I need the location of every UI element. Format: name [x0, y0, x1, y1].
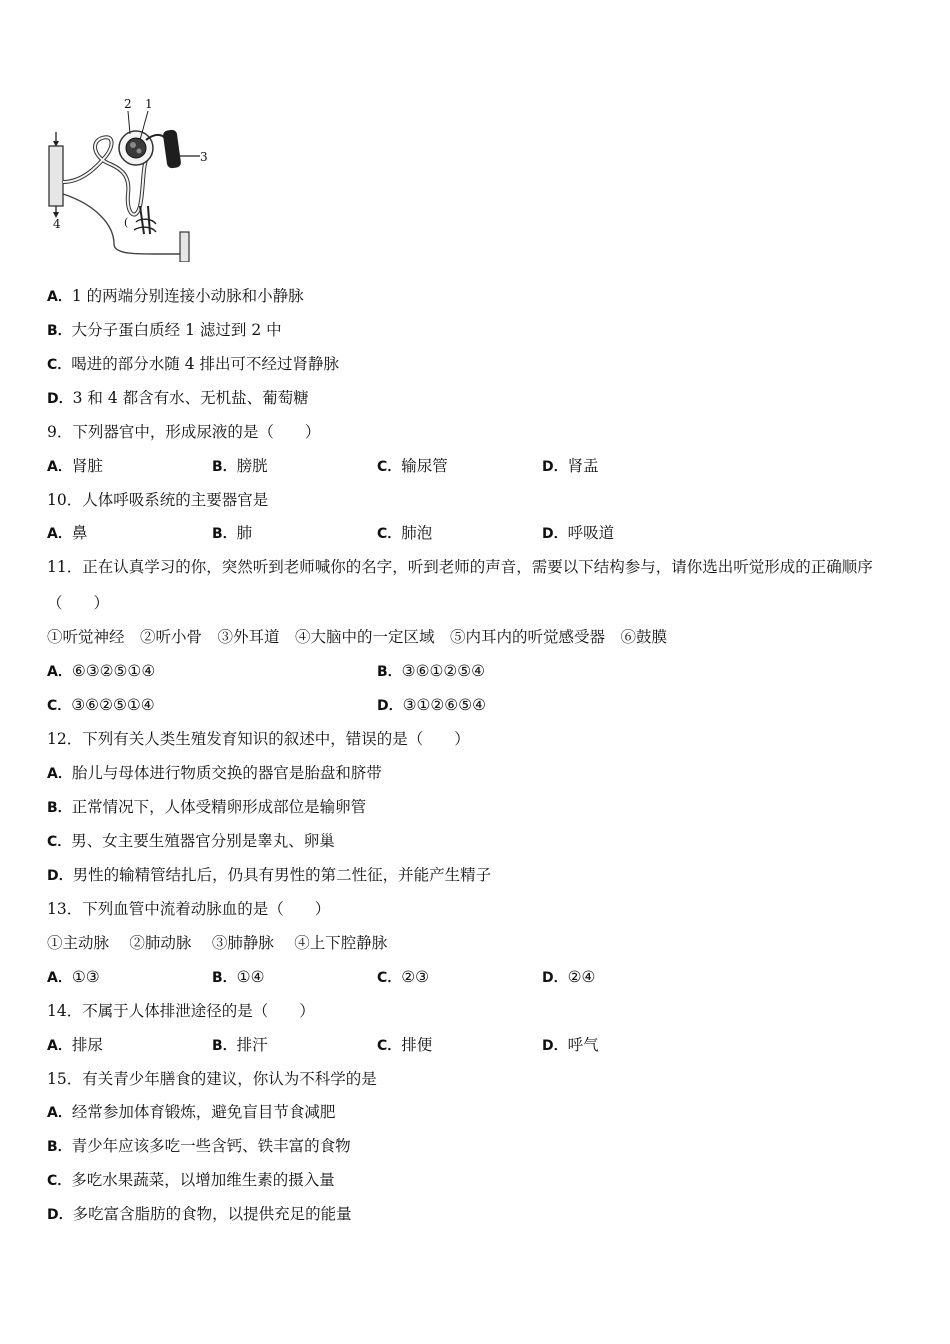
q10-option-a: A．鼻 — [47, 524, 88, 542]
q15-option-b: B．青少年应该多吃一些含钙、铁丰富的食物 — [47, 1137, 351, 1155]
q12-stem: 12．下列有关人类生殖发育知识的叙述中，错误的是（ ） — [47, 730, 470, 748]
q9-stem: 9．下列器官中，形成尿液的是（ ） — [47, 423, 321, 441]
q13-options — [47, 967, 927, 987]
q12-option-b: B．正常情况下，人体受精卵形成部位是输卵管 — [47, 798, 367, 816]
collecting-tube — [49, 146, 63, 206]
q12-option-a: A．胎儿与母体进行物质交换的器官是胎盘和脐带 — [47, 764, 382, 782]
q11-options-row2 — [47, 695, 927, 715]
q8-option-a: A．1 的两端分别连接小动脉和小静脉 — [47, 287, 304, 305]
q8-option-c: C．喝进的部分水随 4 排出可不经过肾静脉 — [47, 355, 339, 373]
q14-options — [47, 1035, 927, 1055]
q11-option-a: A．⑥③②⑤①④ — [47, 662, 156, 680]
q9-option-b: B．膀胱 — [212, 457, 268, 475]
q11-items: ①听觉神经 ②听小骨 ③外耳道 ④大脑中的一定区域 ⑤内耳内的听觉感受器 ⑥鼓膜 — [47, 628, 668, 646]
label-1: 1 — [145, 97, 153, 111]
q15-option-d: D．多吃富含脂肪的食物，以提供充足的能量 — [47, 1205, 352, 1223]
q9-options — [47, 456, 927, 476]
q15-option-a: A．经常参加体育锻炼，避免盲目节食减肥 — [47, 1103, 336, 1121]
q9-option-c: C．输尿管 — [377, 457, 448, 475]
q10-option-d: D．呼吸道 — [542, 524, 615, 542]
outflow-tube — [180, 232, 189, 262]
q14-option-a: A．排尿 — [47, 1036, 103, 1054]
q11-stem: 11．正在认真学习的你，突然听到老师喊你的名字，听到老师的声音，需要以下结构参与，请你选出听觉形成的正确顺序（ ） — [47, 558, 873, 612]
q12-option-d: D．男性的输精管结扎后，仍具有男性的第二性征，并能产生精子 — [47, 866, 492, 884]
q13-option-d: D．②④ — [542, 968, 596, 986]
q14-option-d: D．呼气 — [542, 1036, 599, 1054]
q11-option-c: C．③⑥②⑤①④ — [47, 696, 155, 714]
q14-option-b: B．排汗 — [212, 1036, 268, 1054]
q10-stem: 10．人体呼吸系统的主要器官是 — [47, 491, 269, 509]
q10-option-b: B．肺 — [212, 524, 253, 542]
q14-stem: 14．不属于人体排泄途径的是（ ） — [47, 1002, 315, 1020]
q13-option-c: C．②③ — [377, 968, 430, 986]
q13-option-b: B．①④ — [212, 968, 265, 986]
q9-option-d: D．肾盂 — [542, 457, 599, 475]
q10-options — [47, 523, 927, 543]
q13-option-a: A．①③ — [47, 968, 100, 986]
label-2: 2 — [124, 97, 132, 111]
svg-text:(: ( — [124, 216, 129, 229]
q9-option-a: A．肾脏 — [47, 457, 103, 475]
q15-stem: 15．有关青少年膳食的建议，你认为不科学的是 — [47, 1070, 377, 1088]
label-3: 3 — [200, 150, 208, 164]
q10-option-c: C．肺泡 — [377, 524, 433, 542]
q12-option-c: C．男、女主要生殖器官分别是睾丸、卵巢 — [47, 832, 335, 850]
q13-items: ①主动脉 ②肺动脉 ③肺静脉 ④上下腔静脉 — [47, 934, 388, 952]
q11-options-row1 — [47, 661, 927, 681]
q14-option-c: C．排便 — [377, 1036, 433, 1054]
q15-option-c: C．多吃水果蔬菜，以增加维生素的摄入量 — [47, 1171, 335, 1189]
label-4: 4 — [53, 217, 61, 231]
q8-option-d: D．3 和 4 都含有水、无机盐、葡萄糖 — [47, 389, 309, 407]
q11-option-b: B．③⑥①②⑤④ — [377, 662, 486, 680]
q13-stem: 13．下列血管中流着动脉血的是（ ） — [47, 900, 331, 918]
q8-option-b: B．大分子蛋白质经 1 滤过到 2 中 — [47, 321, 282, 339]
q11-option-d: D．③①②⑥⑤④ — [377, 696, 486, 714]
nephron-diagram — [44, 94, 209, 262]
glomerulus — [126, 138, 146, 158]
